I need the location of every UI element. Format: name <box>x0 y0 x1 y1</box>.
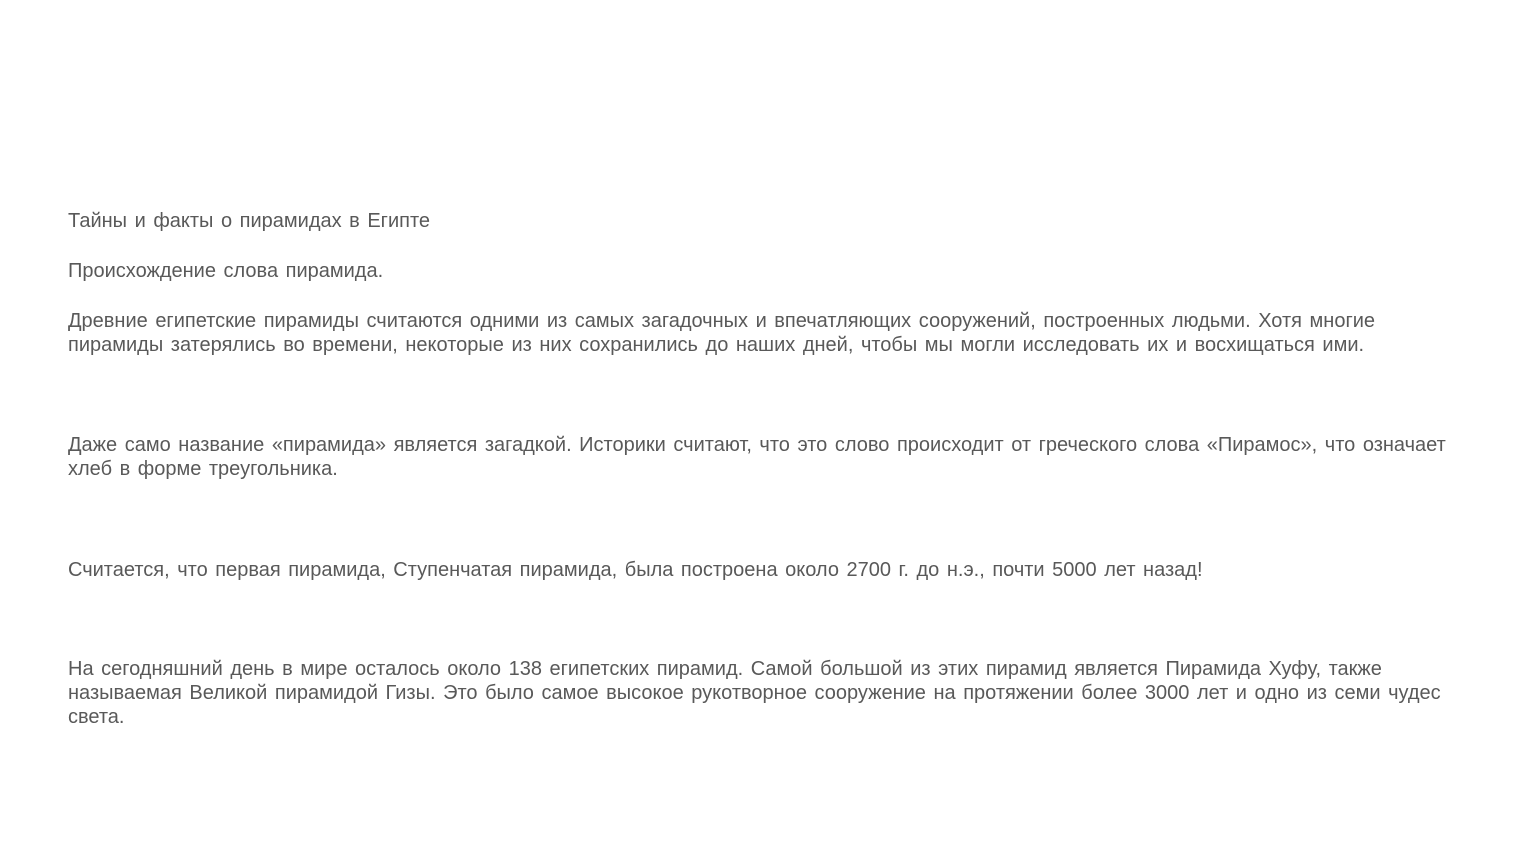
slide-title: Тайны и факты о пирамидах в Египте <box>68 210 431 232</box>
paragraph-first-pyramid: Считается, что первая пирамида, Ступенчатая пирамида, была построена около 2700 г. до н.э., почти 5000 лет назад! <box>68 559 1203 581</box>
slide-subtitle: Происхождение слова пирамида. <box>68 260 384 282</box>
paragraph-intro: Древние египетские пирамиды считаются одними из самых загадочных и впечатляющих сооружений, построенных людьми. Хотя многие пирамиды затерялись во времени, некоторые из них сохранились до наших дней, чтобы мы могли исследовать их и восхищаться ими. <box>68 310 1376 356</box>
paragraph-pyramid-count: На сегодняшний день в мире осталось около 138 египетских пирамид. Самой большой из этих пирамид является Пирамида Хуфу, также называемая Великой пирамидой Гизы. Это было самое высокое рукотворное сооружение на протяжении более 3000 лет и одно из семи чудес света. <box>68 658 1441 728</box>
paragraph-name-origin: Даже само название «пирамида» является загадкой. Историки считают, что это слово происходит от греческого слова «Пирамос», что означает хлеб в форме треугольника. <box>68 434 1446 480</box>
